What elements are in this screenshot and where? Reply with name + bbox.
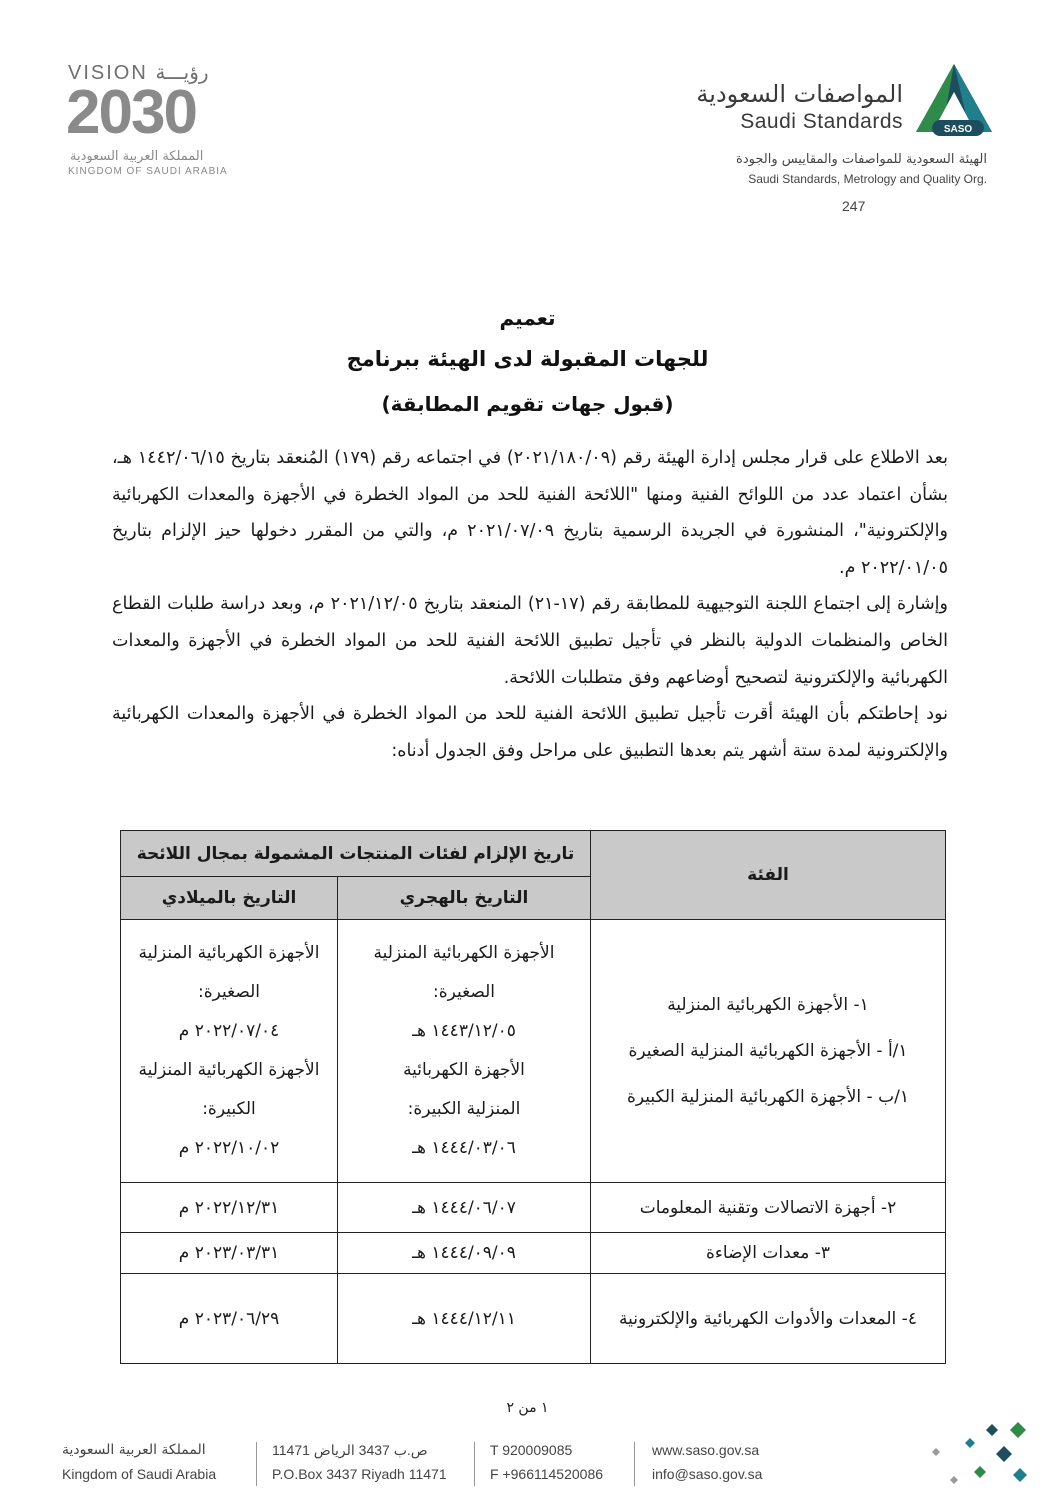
page-number: ١ من ٢ bbox=[506, 1400, 549, 1416]
footer-country-ar: المملكة العربية السعودية bbox=[62, 1442, 206, 1458]
header-gregorian-date: التاريخ بالميلادي bbox=[121, 877, 338, 920]
category-line: ١/ب - الأجهزة الكهربائية المنزلية الكبيرة bbox=[627, 1087, 909, 1107]
date-line: الصغيرة: bbox=[433, 982, 495, 1002]
table-cell-gregorian: ٢٠٢٣/٠٣/٣١ م bbox=[121, 1233, 338, 1274]
vision-year: 2030 bbox=[66, 78, 196, 147]
date-line: ٢٠٢٢/١٠/٠٢ م bbox=[178, 1138, 280, 1158]
vision-kingdom-ar: المملكة العربية السعودية bbox=[70, 149, 204, 164]
vision-label-ar: رؤيـــة bbox=[155, 60, 209, 84]
header-hijri-date: التاريخ بالهجري bbox=[338, 877, 591, 920]
date-line: الكبيرة: bbox=[202, 1099, 256, 1119]
paragraph-2: وإشارة إلى اجتماع اللجنة التوجيهية للمطابقة رقم (١٧-٢١) المنعقد بتاريخ ٢٠٢١/١٢/٠٥ م، وبعد دراسة طلبات القطاع الخاص والمنظمات الدولية بالنظر في تأجيل تطبيق اللائحة الفنية للحد من المواد الخطرة في الأجهزة والمعدات الكهربائية والإلكترونية لتصحيح أوضاعهم وفق متطلبات اللائحة. bbox=[112, 594, 948, 688]
table-cell-gregorian bbox=[121, 920, 338, 1183]
saso-org-ar: الهيئة السعودية للمواصفات والمقاييس والجودة bbox=[736, 152, 987, 167]
table-cell-category: ٤- المعدات والأدوات الكهربائية والإلكترونية bbox=[591, 1274, 946, 1364]
date-line: الصغيرة: bbox=[198, 982, 260, 1002]
date-line: الأجهزة الكهربائية bbox=[403, 1060, 525, 1080]
table-cell-hijri: ١٤٤٤/١٢/١١ هـ bbox=[338, 1274, 591, 1364]
footer-telephone: T 920009085 bbox=[490, 1442, 573, 1458]
footer-divider bbox=[256, 1442, 257, 1486]
table-cell-category: ٣- معدات الإضاءة bbox=[591, 1233, 946, 1274]
circular-subtitle: للجهات المقبولة لدى الهيئة ببرنامج bbox=[346, 347, 709, 371]
date-line: المنزلية الكبيرة: bbox=[407, 1099, 521, 1119]
footer-website-link[interactable]: www.saso.gov.sa bbox=[652, 1442, 760, 1458]
saso-badge-text: SASO bbox=[943, 124, 973, 135]
header-category: الفئة bbox=[591, 831, 946, 920]
table-cell-gregorian: ٢٠٢٣/٠٦/٢٩ م bbox=[121, 1274, 338, 1364]
circular-title: تعميم bbox=[499, 306, 556, 330]
footer-fax: F +966114520086 bbox=[490, 1466, 604, 1482]
schedule-table bbox=[120, 830, 946, 1364]
paragraph-3: نود إحاطتكم بأن الهيئة أقرت تأجيل تطبيق اللائحة الفنية للحد من المواد الخطرة في الأجهزة والمعدات الكهربائية والإلكترونية لمدة ستة أشهر يتم بعدها التطبيق على مراحل وفق الجدول أدناه: bbox=[112, 704, 948, 761]
footer-divider bbox=[474, 1442, 475, 1486]
vision-label-en: VISION bbox=[68, 62, 148, 84]
table-cell-hijri bbox=[338, 920, 591, 1183]
date-line: الأجهزة الكهربائية المنزلية bbox=[138, 1060, 320, 1080]
saso-logo-icon bbox=[912, 62, 996, 138]
footer-country-en: Kingdom of Saudi Arabia bbox=[62, 1466, 217, 1482]
date-line: الأجهزة الكهربائية المنزلية bbox=[138, 943, 320, 963]
saso-org-en: Saudi Standards, Metrology and Quality Org. bbox=[748, 172, 987, 186]
saso-name-en: Saudi Standards bbox=[740, 110, 903, 133]
date-line: ٢٠٢٢/٠٧/٠٤ م bbox=[178, 1021, 280, 1041]
footer-pobox-ar: ص.ب 3437 الرياض 11471 bbox=[272, 1442, 428, 1458]
header-enforcement-date: تاريخ الإلزام لفئات المنتجات المشمولة بمجال اللائحة bbox=[121, 831, 591, 877]
date-line: الأجهزة الكهربائية المنزلية bbox=[373, 943, 555, 963]
category-line: ١/أ - الأجهزة الكهربائية المنزلية الصغيرة bbox=[628, 1041, 908, 1061]
footer-pobox-en: P.O.Box 3437 Riyadh 11471 bbox=[272, 1466, 447, 1482]
program-name: (قبول جهات تقويم المطابقة) bbox=[381, 392, 674, 416]
table-cell-hijri: ١٤٤٤/٠٦/٠٧ هـ bbox=[338, 1183, 591, 1233]
table-cell-category: ٢- أجهزة الاتصالات وتقنية المعلومات bbox=[591, 1183, 946, 1233]
table-cell-category bbox=[591, 920, 946, 1183]
footer-decorative-icon bbox=[930, 1418, 1030, 1498]
footer-divider bbox=[634, 1442, 635, 1486]
saso-name-ar: المواصفات السعودية bbox=[696, 80, 903, 108]
table-cell-hijri: ١٤٤٤/٠٩/٠٩ هـ bbox=[338, 1233, 591, 1274]
table-cell-gregorian: ٢٠٢٢/١٢/٣١ م bbox=[121, 1183, 338, 1233]
reference-number: 247 bbox=[842, 198, 866, 214]
paragraph-1: بعد الاطلاع على قرار مجلس إدارة الهيئة رقم (٢٠٢١/١٨٠/٠٩) في اجتماعه رقم (١٧٩) المُنعقد بتاريخ ١٤٤٢/٠٦/١٥ هـ، بشأن اعتماد عدد من اللوائح الفنية ومنها "اللائحة الفنية للحد من المواد الخطرة في الأجهزة والمعدات الكهربائية والإلكترونية"، المنشورة في الجريدة الرسمية بتاريخ ٢٠٢١/٠٧/٠٩ م، والتي من المقرر دخولها حيز الإلزام بتاريخ ٢٠٢٢/٠١/٠٥ م. bbox=[112, 448, 948, 578]
date-line: ١٤٤٣/١٢/٠٥ هـ bbox=[412, 1021, 516, 1041]
date-line: ١٤٤٤/٠٣/٠٦ هـ bbox=[412, 1138, 516, 1158]
vision-kingdom-en: KINGDOM OF SAUDI ARABIA bbox=[68, 166, 228, 177]
footer-email-link[interactable]: info@saso.gov.sa bbox=[652, 1466, 763, 1482]
category-line: ١- الأجهزة الكهربائية المنزلية bbox=[667, 995, 869, 1015]
letter-body bbox=[112, 440, 948, 769]
